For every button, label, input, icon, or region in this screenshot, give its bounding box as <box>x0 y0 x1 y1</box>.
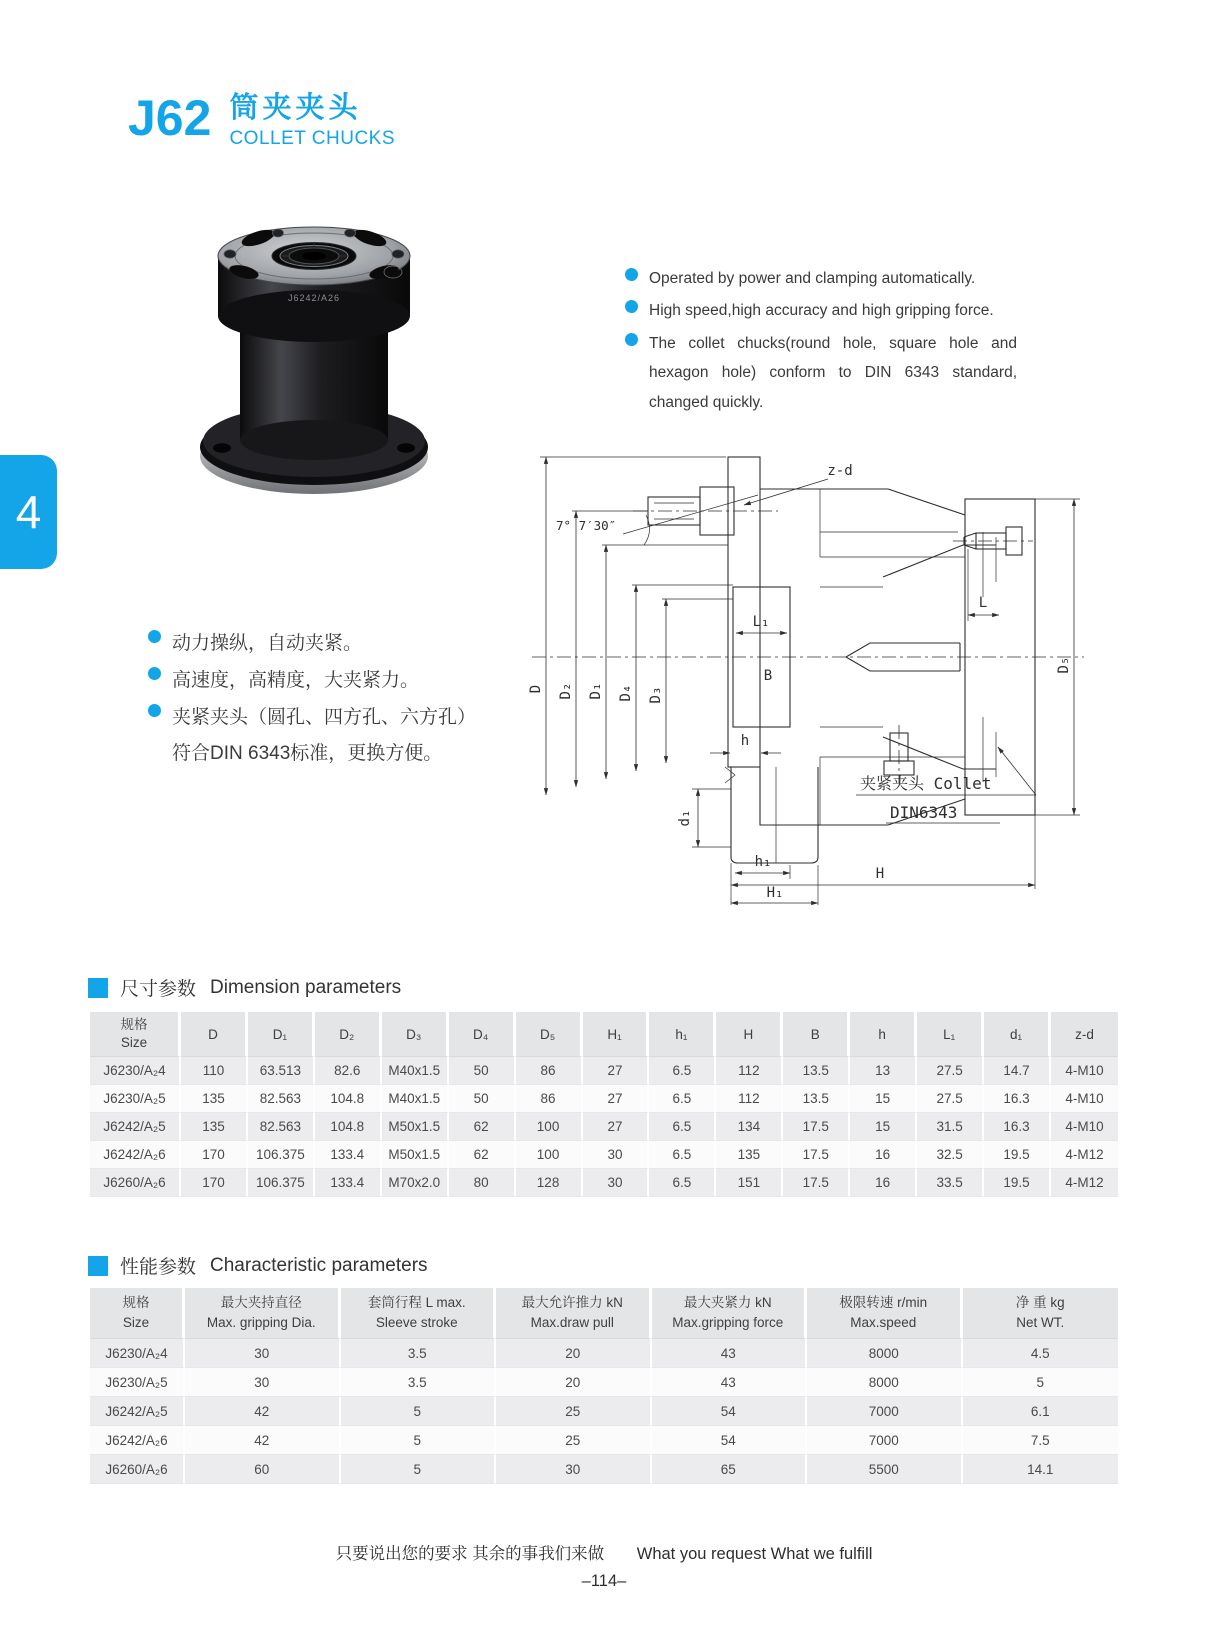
value-cell: 54 <box>652 1426 808 1455</box>
value-cell: 135 <box>716 1141 783 1169</box>
section-title-en: Characteristic parameters <box>210 1254 428 1276</box>
value-cell: 30 <box>583 1141 650 1169</box>
value-cell: 30 <box>583 1169 650 1197</box>
feature-text: 动力操纵，自动夹紧。 <box>172 633 363 654</box>
value-cell: 128 <box>516 1169 583 1197</box>
feature-item <box>148 700 500 772</box>
value-cell: 5 <box>341 1397 497 1426</box>
value-cell: 4-M10 <box>1051 1113 1118 1141</box>
column-header: 极限转速 r/min Max.speed <box>807 1288 963 1339</box>
value-cell: 15 <box>850 1113 917 1141</box>
value-cell: 4-M10 <box>1051 1057 1118 1085</box>
size-cell: J6260/A₂6 <box>90 1455 185 1484</box>
section-header-dimensions <box>88 974 401 1001</box>
table-row <box>90 1339 1118 1368</box>
value-cell: 5 <box>963 1368 1119 1397</box>
value-cell: 13.5 <box>783 1085 850 1113</box>
feature-item <box>625 264 1017 293</box>
dim-label-D: D <box>528 684 544 694</box>
column-header: d₁ <box>984 1012 1051 1057</box>
value-cell: 14.7 <box>984 1057 1051 1085</box>
value-cell: 14.1 <box>963 1455 1119 1484</box>
title-en: COLLET CHUCKS <box>229 128 396 150</box>
value-cell: 4.5 <box>963 1339 1119 1368</box>
value-cell: 8000 <box>807 1368 963 1397</box>
value-cell: M70x2.0 <box>382 1169 449 1197</box>
value-cell: 133.4 <box>315 1141 382 1169</box>
footer-slogan <box>90 1540 1118 1564</box>
value-cell: 27.5 <box>917 1057 984 1085</box>
column-header: z-d <box>1051 1012 1118 1057</box>
value-cell: 25 <box>496 1426 652 1455</box>
dim-label-H1: H₁ <box>766 885 784 901</box>
table-row <box>90 1455 1118 1484</box>
feature-text: 高速度，高精度，大夹紧力。 <box>172 670 420 692</box>
collet-standard: DIN6343 <box>890 803 958 822</box>
characteristic-table <box>90 1288 1118 1484</box>
value-cell: 3.5 <box>341 1368 497 1397</box>
value-cell: 6.1 <box>963 1397 1119 1426</box>
dimension-labels <box>528 463 1072 901</box>
value-cell: 50 <box>449 1085 516 1113</box>
column-header: 净 重 kg Net WT. <box>963 1288 1119 1339</box>
dim-label-h: h <box>740 733 750 749</box>
feature-item <box>625 329 1017 417</box>
value-cell: 43 <box>652 1339 808 1368</box>
value-cell: 60 <box>185 1455 341 1484</box>
value-cell: 170 <box>181 1141 248 1169</box>
value-cell: 6.5 <box>649 1169 716 1197</box>
value-cell: 65 <box>652 1455 808 1484</box>
column-header: 最大夹持直径 Max. gripping Dia. <box>185 1288 341 1339</box>
value-cell: 106.375 <box>248 1169 315 1197</box>
column-header: 套筒行程 L max. Sleeve stroke <box>341 1288 497 1339</box>
column-header: D₄ <box>449 1012 516 1057</box>
table-row <box>90 1397 1118 1426</box>
column-header: 最大允许推力 kN Max.draw pull <box>496 1288 652 1339</box>
value-cell: 86 <box>516 1085 583 1113</box>
feature-item <box>148 663 500 699</box>
size-cell: J6230/A₂4 <box>90 1057 181 1085</box>
table-row <box>90 1169 1118 1197</box>
value-cell: 100 <box>516 1113 583 1141</box>
value-cell: M40x1.5 <box>382 1057 449 1085</box>
bullet-icon <box>148 704 161 717</box>
value-cell: 13.5 <box>783 1057 850 1085</box>
value-cell: 30 <box>185 1339 341 1368</box>
column-header: H <box>716 1012 783 1057</box>
value-cell: 33.5 <box>917 1169 984 1197</box>
table-row <box>90 1141 1118 1169</box>
value-cell: 6.5 <box>649 1085 716 1113</box>
value-cell: 134 <box>716 1113 783 1141</box>
value-cell: 30 <box>496 1455 652 1484</box>
value-cell: 6.5 <box>649 1057 716 1085</box>
value-cell: 17.5 <box>783 1169 850 1197</box>
size-cell: J6230/A₂4 <box>90 1339 185 1368</box>
dim-label-H: H <box>875 866 885 882</box>
section-header-characteristics <box>88 1252 428 1279</box>
value-cell: 151 <box>716 1169 783 1197</box>
title-zh: 筒夹夹头 <box>229 92 362 124</box>
model-code: J62 <box>128 90 212 146</box>
value-cell: 133.4 <box>315 1169 382 1197</box>
value-cell: 5500 <box>807 1455 963 1484</box>
feature-text: The collet chucks(round hole, square hole and hexagon hole) conform to DIN 6343 standard, changed quickly. <box>649 334 1017 411</box>
value-cell: 16 <box>850 1169 917 1197</box>
chapter-tab: 4 <box>0 455 57 569</box>
value-cell: 20 <box>496 1368 652 1397</box>
title-block <box>229 92 395 150</box>
column-header: 规格 Size <box>90 1288 185 1339</box>
value-cell: 112 <box>716 1057 783 1085</box>
section-title-zh: 尺寸参数 <box>120 979 197 1000</box>
column-header: H₁ <box>583 1012 650 1057</box>
technical-drawing <box>528 437 1088 907</box>
value-cell: 7000 <box>807 1426 963 1455</box>
column-header: D₃ <box>382 1012 449 1057</box>
value-cell: 80 <box>449 1169 516 1197</box>
column-header: 规格 Size <box>90 1012 181 1057</box>
value-cell: 110 <box>181 1057 248 1085</box>
table-row <box>90 1113 1118 1141</box>
section-marker-icon <box>88 1256 108 1276</box>
value-cell: 63.513 <box>248 1057 315 1085</box>
column-header: 最大夹紧力 kN Max.gripping force <box>652 1288 808 1339</box>
value-cell: 170 <box>181 1169 248 1197</box>
column-header: D₁ <box>248 1012 315 1057</box>
value-cell: 4-M12 <box>1051 1141 1118 1169</box>
value-cell: 43 <box>652 1368 808 1397</box>
value-cell: 42 <box>185 1397 341 1426</box>
feature-item <box>625 296 1017 325</box>
dim-label-L: L <box>978 595 988 611</box>
value-cell: 104.8 <box>315 1085 382 1113</box>
value-cell: 6.5 <box>649 1141 716 1169</box>
value-cell: 42 <box>185 1426 341 1455</box>
value-cell: 27 <box>583 1113 650 1141</box>
value-cell: 86 <box>516 1057 583 1085</box>
column-header: L₁ <box>917 1012 984 1057</box>
value-cell: 7000 <box>807 1397 963 1426</box>
size-cell: J6230/A₂5 <box>90 1368 185 1397</box>
dim-label-d1: d₁ <box>677 809 693 827</box>
size-cell: J6242/A₂6 <box>90 1141 181 1169</box>
feature-text: Operated by power and clamping automatically. <box>649 270 976 287</box>
section-title-zh: 性能参数 <box>120 1257 197 1278</box>
value-cell: 31.5 <box>917 1113 984 1141</box>
value-cell: 135 <box>181 1085 248 1113</box>
value-cell: 16.3 <box>984 1113 1051 1141</box>
value-cell: 27 <box>583 1057 650 1085</box>
dim-label-D4: D₄ <box>618 684 634 702</box>
column-header: h₁ <box>649 1012 716 1057</box>
value-cell: 16 <box>850 1141 917 1169</box>
feature-item <box>148 626 500 662</box>
header-row <box>90 1012 1118 1057</box>
value-cell: 6.5 <box>649 1113 716 1141</box>
column-header: D <box>181 1012 248 1057</box>
dim-label-D5: D₅ <box>1056 656 1072 674</box>
value-cell: 15 <box>850 1085 917 1113</box>
value-cell: 82.563 <box>248 1113 315 1141</box>
value-cell: M50x1.5 <box>382 1141 449 1169</box>
value-cell: 82.563 <box>248 1085 315 1113</box>
photo-engraving: J6242/A26 <box>287 293 341 303</box>
value-cell: 62 <box>449 1113 516 1141</box>
dimension-lines <box>540 457 1080 905</box>
feature-text: High speed,high accuracy and high gripping force. <box>649 302 994 320</box>
size-cell: J6230/A₂5 <box>90 1085 181 1113</box>
size-cell: J6242/A₂5 <box>90 1397 185 1426</box>
value-cell: 112 <box>716 1085 783 1113</box>
size-cell: J6242/A₂5 <box>90 1113 181 1141</box>
value-cell: 5 <box>341 1426 497 1455</box>
size-cell: J6242/A₂6 <box>90 1426 185 1455</box>
dim-label-zd: z-d <box>827 463 853 479</box>
value-cell: 106.375 <box>248 1141 315 1169</box>
value-cell: 8000 <box>807 1339 963 1368</box>
table-row <box>90 1057 1118 1085</box>
dim-label-D2: D₂ <box>558 682 574 700</box>
column-header: D₅ <box>516 1012 583 1057</box>
value-cell: 3.5 <box>341 1339 497 1368</box>
dim-label-B: B <box>763 668 773 684</box>
value-cell: 19.5 <box>984 1169 1051 1197</box>
size-cell: J6260/A₂6 <box>90 1169 181 1197</box>
value-cell: 4-M12 <box>1051 1169 1118 1197</box>
value-cell: M40x1.5 <box>382 1085 449 1113</box>
value-cell: 135 <box>181 1113 248 1141</box>
table-row <box>90 1085 1118 1113</box>
section-title-en: Dimension parameters <box>210 976 402 998</box>
table-row <box>90 1426 1118 1455</box>
column-header: D₂ <box>315 1012 382 1057</box>
product-photo <box>160 198 470 498</box>
column-header: h <box>850 1012 917 1057</box>
dim-label-angle: 7° 7′30″ <box>556 518 617 533</box>
value-cell: 4-M10 <box>1051 1085 1118 1113</box>
value-cell: 100 <box>516 1141 583 1169</box>
value-cell: 16.3 <box>984 1085 1051 1113</box>
value-cell: 20 <box>496 1339 652 1368</box>
footer-slogan-zh: 只要说出您的要求 其余的事我们来做 <box>335 1545 605 1563</box>
bullet-icon <box>625 300 638 313</box>
value-cell: 54 <box>652 1397 808 1426</box>
bullet-icon <box>148 667 161 680</box>
value-cell: 32.5 <box>917 1141 984 1169</box>
dim-label-D1: D₁ <box>588 682 604 700</box>
value-cell: 50 <box>449 1057 516 1085</box>
table-row <box>90 1368 1118 1397</box>
value-cell: 17.5 <box>783 1113 850 1141</box>
bullet-icon <box>625 333 638 346</box>
value-cell: M50x1.5 <box>382 1113 449 1141</box>
value-cell: 30 <box>185 1368 341 1397</box>
section-marker-icon <box>88 978 108 998</box>
page-header <box>128 92 395 150</box>
value-cell: 27.5 <box>917 1085 984 1113</box>
value-cell: 13 <box>850 1057 917 1085</box>
value-cell: 82.6 <box>315 1057 382 1085</box>
features-en <box>625 264 1017 420</box>
bullet-icon <box>148 630 161 643</box>
value-cell: 17.5 <box>783 1141 850 1169</box>
header-row <box>90 1288 1118 1339</box>
value-cell: 25 <box>496 1397 652 1426</box>
value-cell: 104.8 <box>315 1113 382 1141</box>
page-number: –114– <box>581 1572 627 1590</box>
dimension-table <box>90 1012 1118 1197</box>
dim-label-h1: h₁ <box>754 854 772 870</box>
collet-annotation: 夹紧夹头 Collet <box>860 774 992 793</box>
features-zh <box>148 626 500 773</box>
collet-chuck-image <box>200 227 428 494</box>
column-header: B <box>783 1012 850 1057</box>
value-cell: 19.5 <box>984 1141 1051 1169</box>
dim-label-D3: D₃ <box>648 686 664 704</box>
value-cell: 62 <box>449 1141 516 1169</box>
dim-label-L1: L₁ <box>752 614 770 630</box>
value-cell: 5 <box>341 1455 497 1484</box>
value-cell: 7.5 <box>963 1426 1119 1455</box>
feature-text: 夹紧夹头（圆孔、四方孔、六方孔） 符合DIN 6343标准，更换方便。 <box>172 707 477 765</box>
footer-slogan-en: What you request What we fulfill <box>636 1545 873 1563</box>
value-cell: 27 <box>583 1085 650 1113</box>
bullet-icon <box>625 268 638 281</box>
